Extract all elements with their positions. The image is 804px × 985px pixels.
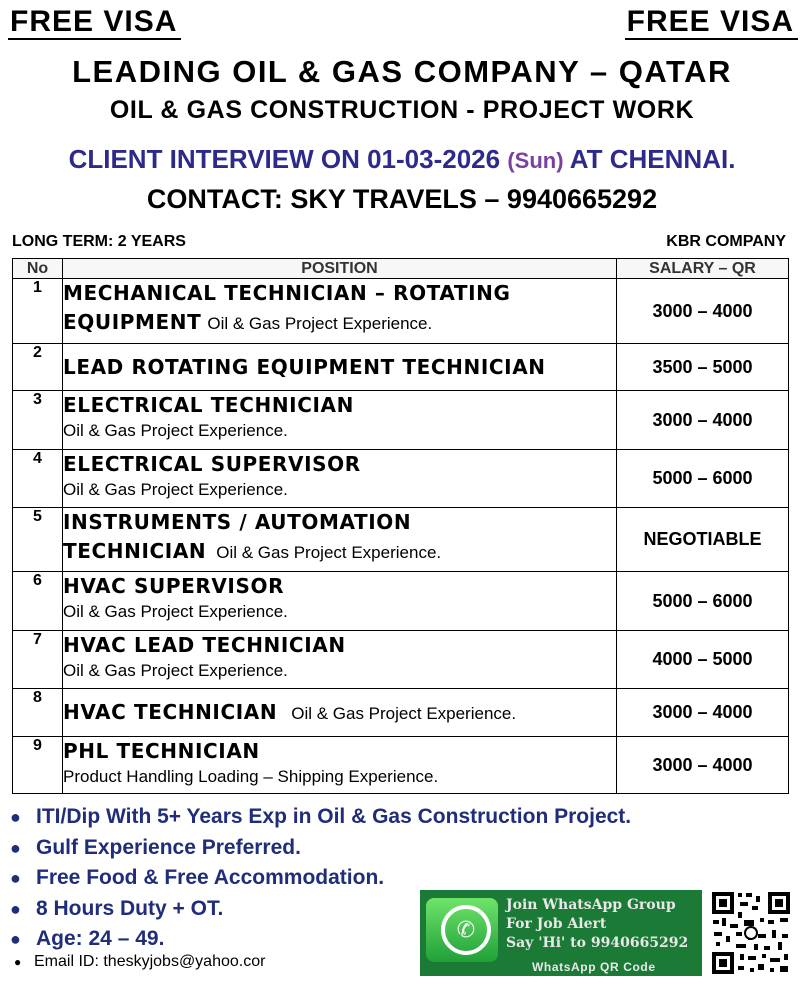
table-header-row bbox=[13, 259, 789, 279]
bullet-icon: ● bbox=[10, 868, 21, 888]
table-row bbox=[13, 391, 789, 450]
table-row bbox=[13, 689, 789, 737]
row-number: 9 bbox=[13, 737, 63, 794]
position-title-cont: TECHNICIAN bbox=[63, 539, 207, 563]
requirement-item: ● Gulf Experience Preferred. bbox=[10, 833, 631, 864]
requirement-item: ● 8 Hours Duty + OT. bbox=[10, 894, 631, 925]
bullet-icon: ● bbox=[10, 929, 21, 949]
row-number: 7 bbox=[13, 631, 63, 689]
qr-code-icon[interactable] bbox=[710, 890, 792, 976]
position-title: MECHANICAL TECHNICIAN – ROTATING bbox=[63, 281, 511, 305]
row-position bbox=[63, 689, 617, 737]
email-line bbox=[14, 953, 265, 971]
table-row bbox=[13, 508, 789, 572]
row-position bbox=[63, 508, 617, 572]
table-row bbox=[13, 450, 789, 508]
table-row bbox=[13, 344, 789, 391]
bullet-icon: ● bbox=[10, 898, 21, 919]
row-salary: 3000 – 4000 bbox=[617, 737, 789, 794]
col-header-no: No bbox=[13, 259, 63, 279]
position-title: HVAC LEAD TECHNICIAN bbox=[63, 633, 346, 657]
row-salary: 5000 – 6000 bbox=[617, 572, 789, 631]
row-position bbox=[63, 344, 617, 391]
row-position bbox=[63, 450, 617, 508]
company-title: LEADING OIL & GAS COMPANY – QATAR bbox=[72, 54, 732, 89]
whatsapp-line-2: For Job Alert bbox=[506, 916, 607, 932]
row-number: 4 bbox=[13, 450, 63, 508]
bullet-icon: ● bbox=[10, 837, 21, 858]
position-title: PHL TECHNICIAN bbox=[63, 739, 260, 763]
client-label: KBR COMPANY bbox=[666, 233, 786, 250]
table-row bbox=[13, 631, 789, 689]
position-title: INSTRUMENTS / AUTOMATION bbox=[63, 510, 412, 534]
table-row bbox=[13, 572, 789, 631]
position-title-cont: EQUIPMENT bbox=[63, 310, 202, 334]
table-row bbox=[13, 737, 789, 794]
requirement-item: ● ITI/Dip With 5+ Years Exp in Oil & Gas Construction Project. bbox=[10, 802, 631, 833]
row-position bbox=[63, 737, 617, 794]
free-visa-right: FREE VISA bbox=[625, 6, 798, 40]
bullet-icon: ● bbox=[10, 807, 21, 827]
position-title: HVAC TECHNICIAN bbox=[63, 700, 278, 724]
position-note: Oil & Gas Project Experience. bbox=[207, 314, 433, 333]
position-title: ELECTRICAL TECHNICIAN bbox=[63, 393, 354, 417]
positions-table bbox=[12, 258, 789, 794]
row-number: 3 bbox=[13, 391, 63, 450]
row-number: 8 bbox=[13, 689, 63, 737]
interview-date: CLIENT INTERVIEW ON 01-03-2026 bbox=[68, 144, 501, 174]
position-title: ELECTRICAL SUPERVISOR bbox=[63, 452, 361, 476]
position-note: Oil & Gas Project Experience. bbox=[216, 543, 442, 562]
bullet-icon: ● bbox=[14, 955, 22, 969]
position-note: Oil & Gas Project Experience. bbox=[63, 602, 288, 621]
requirement-item: ● Age: 24 – 49. bbox=[10, 924, 631, 955]
row-number: 1 bbox=[13, 279, 63, 344]
row-position bbox=[63, 391, 617, 450]
row-number: 5 bbox=[13, 508, 63, 572]
requirement-item: ● Free Food & Free Accommodation. bbox=[10, 863, 631, 894]
whatsapp-line-1: Join WhatsApp Group bbox=[506, 897, 676, 913]
col-header-salary: SALARY – QR bbox=[617, 259, 789, 279]
contact-line: CONTACT: SKY TRAVELS – 9940665292 bbox=[146, 184, 658, 214]
row-position bbox=[63, 631, 617, 689]
phone-icon: ✆ bbox=[441, 905, 491, 955]
position-note: Oil & Gas Project Experience. bbox=[63, 421, 288, 440]
row-salary: 5000 – 6000 bbox=[617, 450, 789, 508]
row-position bbox=[63, 279, 617, 344]
row-salary: NEGOTIABLE bbox=[617, 508, 789, 572]
row-salary: 3500 – 5000 bbox=[617, 344, 789, 391]
interview-day: (Sun) bbox=[507, 148, 564, 173]
interview-location: AT CHENNAI. bbox=[569, 144, 736, 174]
row-number: 6 bbox=[13, 572, 63, 631]
position-note: Oil & Gas Project Experience. bbox=[291, 704, 517, 723]
row-salary: 4000 – 5000 bbox=[617, 631, 789, 689]
email-text: Email ID: theskyjobs@yahoo.cor bbox=[34, 953, 266, 970]
row-position bbox=[63, 572, 617, 631]
position-title: HVAC SUPERVISOR bbox=[63, 574, 285, 598]
subtitle: OIL & GAS CONSTRUCTION - PROJECT WORK bbox=[109, 96, 695, 124]
row-number: 2 bbox=[13, 344, 63, 391]
row-salary: 3000 – 4000 bbox=[617, 391, 789, 450]
position-note: Oil & Gas Project Experience. bbox=[63, 661, 288, 680]
row-salary: 3000 – 4000 bbox=[617, 689, 789, 737]
whatsapp-text bbox=[506, 896, 688, 953]
col-header-position: POSITION bbox=[63, 259, 617, 279]
position-note: Product Handling Loading – Shipping Experience. bbox=[63, 767, 439, 786]
position-title: LEAD ROTATING EQUIPMENT TECHNICIAN bbox=[63, 354, 546, 379]
position-note: Oil & Gas Project Experience. bbox=[63, 480, 288, 499]
table-row bbox=[13, 279, 789, 344]
whatsapp-line-3: Say 'Hi' to 9940665292 bbox=[506, 935, 689, 951]
free-visa-left: FREE VISA bbox=[8, 6, 181, 40]
term-label: LONG TERM: 2 YEARS bbox=[12, 233, 186, 250]
row-salary: 3000 – 4000 bbox=[617, 279, 789, 344]
whatsapp-footer: WhatsApp QR Code bbox=[532, 960, 656, 974]
interview-line bbox=[0, 144, 804, 175]
